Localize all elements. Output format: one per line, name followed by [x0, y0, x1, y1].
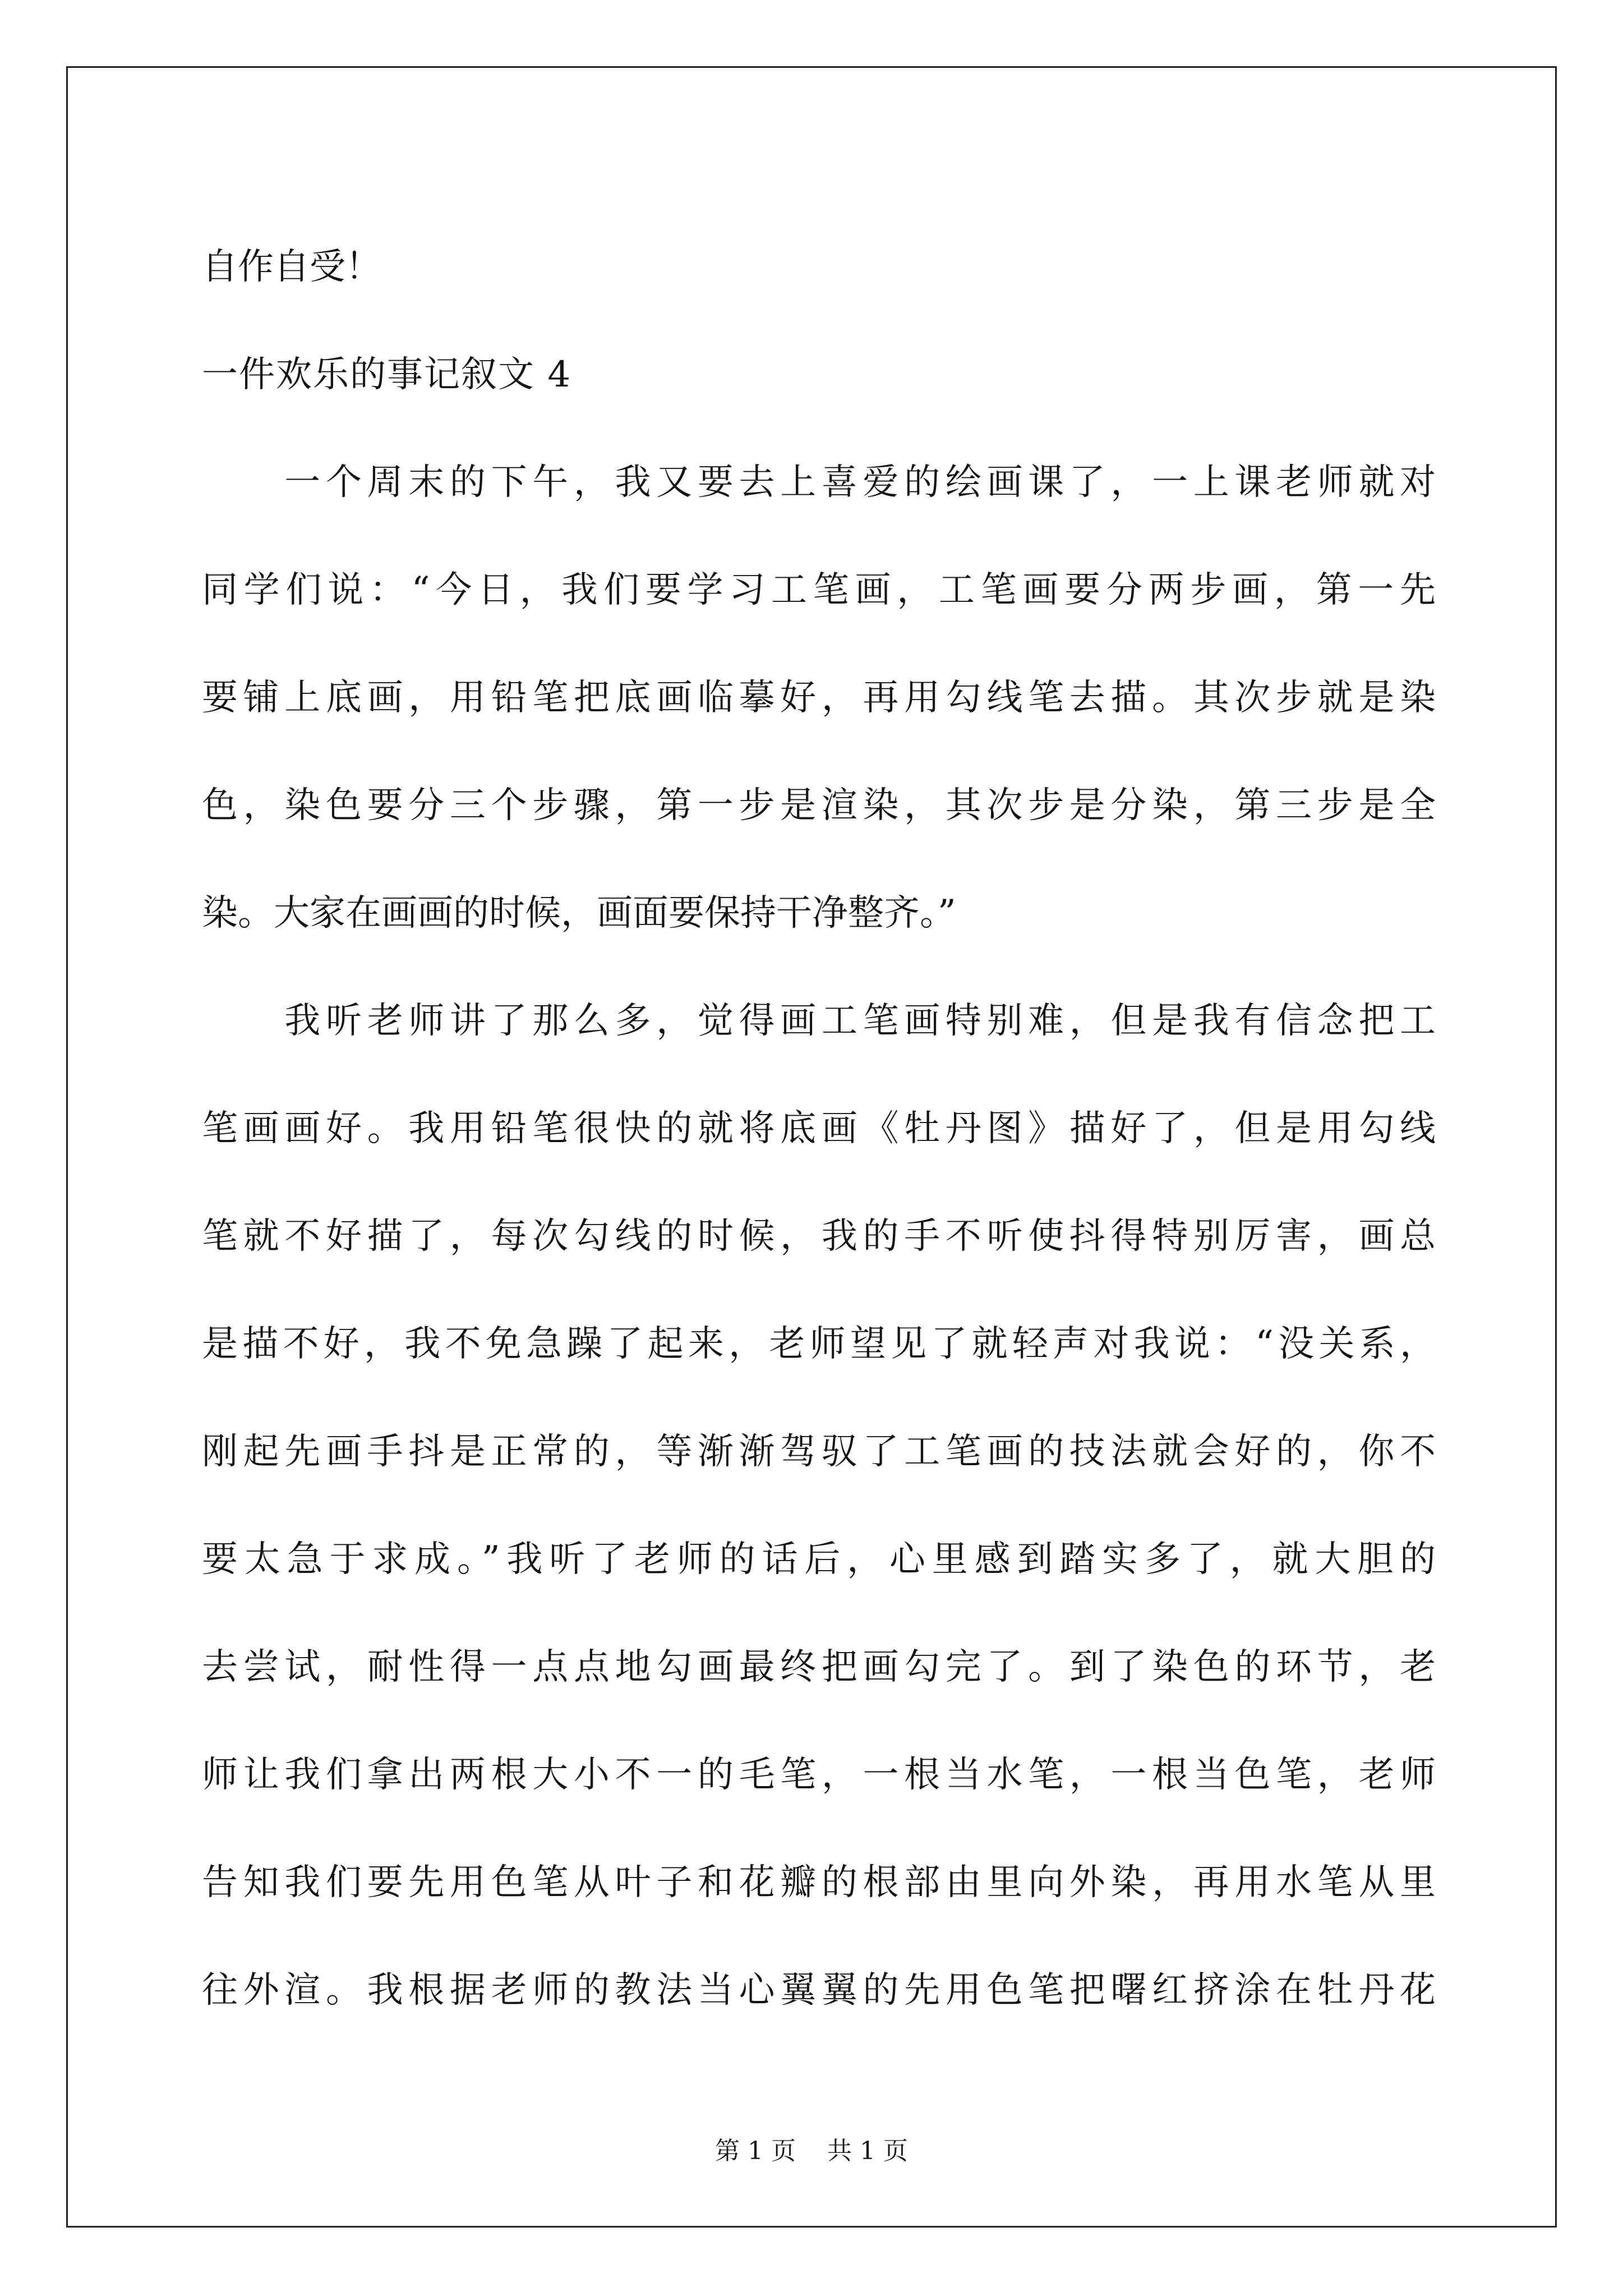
text-line: 师让我们拿出两根大小不一的毛笔，一根当水笔，一根当色笔，老师 — [202, 1754, 1436, 1796]
text-line: 往外渲。我根据老师的教法当心翼翼的先用色笔把曙红挤涂在牡丹花 — [202, 1970, 1436, 2011]
page-footer — [0, 2136, 1623, 2167]
text-line: 告知我们要先用色笔从叶子和花瓣的根部由里向外染，再用水笔从里 — [202, 1862, 1436, 1903]
text-line: 要太急于求成。”我听了老师的话后，心里感到踏实多了，就大胆的 — [202, 1539, 1436, 1580]
text-line: 刚起先画手抖是正常的，等渐渐驾驭了工笔画的技法就会好的，你不 — [202, 1431, 1436, 1473]
text-line: 笔就不好描了，每次勾线的时候，我的手不听使抖得特别厉害，画总 — [202, 1216, 1436, 1257]
text-line: 色，染色要分三个步骤，第一步是渲染，其次步是分染，第三步是全 — [202, 785, 1436, 826]
text-line: 一个周末的下午，我又要去上喜爱的绘画课了，一上课老师就对 — [202, 462, 1436, 503]
text-line: 去尝试，耐性得一点点地勾画最终把画勾完了。到了染色的环节，老 — [202, 1646, 1436, 1688]
page-total: 共 1 页 — [827, 2137, 908, 2165]
text-line: 自作自受！ — [202, 246, 381, 288]
text-line: 笔画画好。我用铅笔很快的就将底画《牡丹图》描好了，但是用勾线 — [202, 1108, 1436, 1149]
page-number: 第 1 页 — [715, 2137, 796, 2165]
section-heading: 一件欢乐的事记叙文 4 — [202, 354, 572, 395]
text-line: 我听老师讲了那么多，觉得画工笔画特别难，但是我有信念把工 — [202, 1000, 1436, 1042]
text-line: 同学们说：“今日，我们要学习工笔画，工笔画要分两步画，第一先 — [202, 569, 1436, 611]
text-line: 要铺上底画，用铅笔把底画临摹好，再用勾线笔去描。其次步就是染 — [202, 677, 1436, 719]
text-line: 染。大家在画画的时候，画面要保持干净整齐。” — [202, 892, 956, 934]
document-body — [202, 213, 1436, 2044]
text-line: 是描不好，我不免急躁了起来，老师望见了就轻声对我说：“没关系， — [202, 1323, 1436, 1365]
